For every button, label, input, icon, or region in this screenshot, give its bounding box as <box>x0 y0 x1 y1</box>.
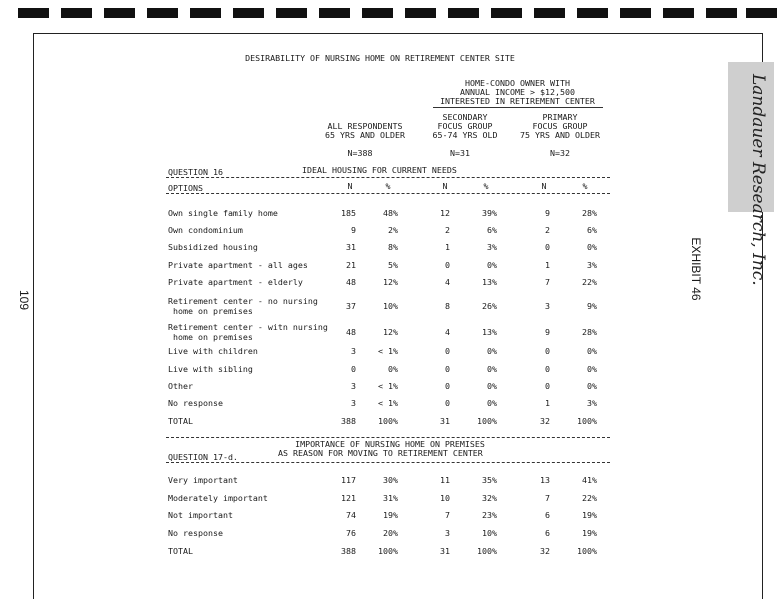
row-label: Retirement center - no nursing home on premises <box>168 296 318 316</box>
row-value: 0 <box>445 398 450 408</box>
row-value: 7 <box>545 493 550 503</box>
q16-rule-top <box>166 177 610 178</box>
row-value: < 1% <box>378 398 398 408</box>
row-value: 21 <box>346 260 356 270</box>
hdr-n-1: N <box>347 181 353 191</box>
n-all: N=388 <box>347 148 373 158</box>
q17-label: QUESTION 17-d. <box>168 452 238 462</box>
hdr-n-3: N <box>541 181 547 191</box>
row-value: 0% <box>487 260 497 270</box>
row-value: 100% <box>378 546 398 556</box>
row-value: 100% <box>477 546 497 556</box>
row-value: 1 <box>445 242 450 252</box>
row-value: 3 <box>351 398 356 408</box>
row-value: 7 <box>545 277 550 287</box>
options-header: OPTIONS <box>168 183 203 193</box>
n-secondary: N=31 <box>450 148 470 158</box>
row-value: 19% <box>383 510 398 520</box>
row-value: 28% <box>582 208 597 218</box>
hdr-pct-1: % <box>385 181 391 191</box>
row-value: 12% <box>383 277 398 287</box>
row-label: Private apartment - all ages <box>168 260 308 270</box>
row-value: 6 <box>545 528 550 538</box>
hdr-pct-3: % <box>582 181 588 191</box>
row-value: 6% <box>587 225 597 235</box>
row-value: 9 <box>351 225 356 235</box>
col-primary-line2: FOCUS GROUP <box>532 121 588 131</box>
row-value: 0 <box>445 260 450 270</box>
row-label: Very important <box>168 475 238 485</box>
row-value: 0 <box>545 346 550 356</box>
col-secondary-line3: 65-74 YRS OLD <box>432 130 498 140</box>
row-value: 1 <box>545 260 550 270</box>
row-value: 117 <box>341 475 356 485</box>
row-value: 0% <box>587 364 597 374</box>
row-label: Other <box>168 381 193 391</box>
row-value: 0 <box>545 242 550 252</box>
row-value: 8 <box>445 301 450 311</box>
row-value: 0 <box>445 364 450 374</box>
row-label: TOTAL <box>168 546 193 556</box>
group-underline <box>433 107 603 108</box>
row-value: 35% <box>482 475 497 485</box>
row-value: 13% <box>482 327 497 337</box>
row-value: 3 <box>545 301 550 311</box>
row-value: 100% <box>577 416 597 426</box>
row-value: 0% <box>487 346 497 356</box>
page-title: DESIRABILITY OF NURSING HOME ON RETIREMENT CENTER SITE <box>245 53 515 63</box>
row-value: 13 <box>540 475 550 485</box>
row-value: 1 <box>545 398 550 408</box>
col-primary-line3: 75 YRS AND OLDER <box>520 130 600 140</box>
row-value: 7 <box>445 510 450 520</box>
row-value: 121 <box>341 493 356 503</box>
row-label: Moderately important <box>168 493 268 503</box>
row-value: 0 <box>445 346 450 356</box>
row-value: 0% <box>487 398 497 408</box>
hdr-pct-2: % <box>483 181 489 191</box>
exhibit-label: EXHIBIT 46 <box>689 237 703 301</box>
q17-rule-top <box>166 437 610 438</box>
row-label: TOTAL <box>168 416 193 426</box>
row-label: No response <box>168 398 223 408</box>
row-value: 0% <box>587 242 597 252</box>
hdr-n-2: N <box>442 181 448 191</box>
row-value: 3 <box>351 346 356 356</box>
row-label: Own condominium <box>168 225 243 235</box>
row-label: Not important <box>168 510 233 520</box>
row-value: 30% <box>383 475 398 485</box>
row-value: 0% <box>487 364 497 374</box>
row-value: 11 <box>440 475 450 485</box>
page-frame <box>33 33 763 599</box>
row-value: 12% <box>383 327 398 337</box>
group-header-line3: INTERESTED IN RETIREMENT CENTER <box>440 96 595 106</box>
row-label: Live with sibling <box>168 364 253 374</box>
row-value: 8% <box>388 242 398 252</box>
row-value: 10 <box>440 493 450 503</box>
company-stamp: Landauer Research, Inc. <box>728 62 774 212</box>
row-value: 0% <box>587 381 597 391</box>
row-value: 9% <box>587 301 597 311</box>
row-value: 48% <box>383 208 398 218</box>
row-value: 31 <box>346 242 356 252</box>
q17-title-line2: AS REASON FOR MOVING TO RETIREMENT CENTER <box>278 448 483 458</box>
row-label: Private apartment - elderly <box>168 277 303 287</box>
q16-rule-bottom <box>166 193 610 194</box>
row-label: No response <box>168 528 223 538</box>
row-value: 4 <box>445 327 450 337</box>
col-all-line1: ALL RESPONDENTS <box>327 121 403 131</box>
row-value: 388 <box>341 416 356 426</box>
row-value: 19% <box>582 528 597 538</box>
col-secondary-line1: SECONDARY <box>442 112 488 122</box>
row-label: Subsidized housing <box>168 242 258 252</box>
row-value: 37 <box>346 301 356 311</box>
row-value: 31 <box>440 416 450 426</box>
row-value: 2% <box>388 225 398 235</box>
n-primary: N=32 <box>550 148 570 158</box>
row-label: Retirement center - witn nursing home on premises <box>168 322 328 342</box>
row-value: 0 <box>445 381 450 391</box>
row-value: 31 <box>440 546 450 556</box>
group-header-line1: HOME-CONDO OWNER WITH <box>465 78 570 88</box>
col-secondary-line2: FOCUS GROUP <box>437 121 493 131</box>
row-value: 10% <box>482 528 497 538</box>
page-number: 109 <box>17 289 32 311</box>
row-value: 0% <box>587 346 597 356</box>
row-label: Live with children <box>168 346 258 356</box>
row-value: 12 <box>440 208 450 218</box>
row-value: 100% <box>477 416 497 426</box>
row-value: 48 <box>346 277 356 287</box>
row-value: 3% <box>487 242 497 252</box>
row-value: 3% <box>587 398 597 408</box>
row-value: 13% <box>482 277 497 287</box>
row-value: 4 <box>445 277 450 287</box>
row-value: 3% <box>587 260 597 270</box>
row-value: 76 <box>346 528 356 538</box>
group-header-line2: ANNUAL INCOME > $12,500 <box>460 87 575 97</box>
row-value: 48 <box>346 327 356 337</box>
q17-rule-bottom <box>166 462 610 463</box>
row-value: 9 <box>545 208 550 218</box>
row-value: 28% <box>582 327 597 337</box>
row-value: 32% <box>482 493 497 503</box>
q16-title: IDEAL HOUSING FOR CURRENT NEEDS <box>302 165 457 175</box>
col-primary-line1: PRIMARY <box>542 112 578 122</box>
row-value: 0% <box>487 381 497 391</box>
row-value: 6% <box>487 225 497 235</box>
row-value: 32 <box>540 546 550 556</box>
row-value: 185 <box>341 208 356 218</box>
row-label: Own single family home <box>168 208 278 218</box>
row-value: 23% <box>482 510 497 520</box>
row-value: 0 <box>351 364 356 374</box>
row-value: 22% <box>582 493 597 503</box>
q16-label: QUESTION 16 <box>168 167 223 177</box>
row-value: 19% <box>582 510 597 520</box>
row-value: 31% <box>383 493 398 503</box>
row-value: 39% <box>482 208 497 218</box>
row-value: < 1% <box>378 381 398 391</box>
row-value: 5% <box>388 260 398 270</box>
q17-title-line1: IMPORTANCE OF NURSING HOME ON PREMISES <box>295 439 485 449</box>
row-value: 26% <box>482 301 497 311</box>
row-value: 3 <box>351 381 356 391</box>
row-value: 388 <box>341 546 356 556</box>
row-value: 0 <box>545 364 550 374</box>
row-value: 100% <box>577 546 597 556</box>
row-value: 22% <box>582 277 597 287</box>
row-value: 9 <box>545 327 550 337</box>
row-value: 32 <box>540 416 550 426</box>
row-value: 3 <box>445 528 450 538</box>
col-all-line2: 65 YRS AND OLDER <box>325 130 405 140</box>
row-value: 41% <box>582 475 597 485</box>
row-value: 74 <box>346 510 356 520</box>
row-value: 10% <box>383 301 398 311</box>
row-value: 2 <box>545 225 550 235</box>
row-value: 6 <box>545 510 550 520</box>
row-value: 100% <box>378 416 398 426</box>
row-value: 2 <box>445 225 450 235</box>
row-value: 20% <box>383 528 398 538</box>
row-value: 0% <box>388 364 398 374</box>
row-value: < 1% <box>378 346 398 356</box>
row-value: 0 <box>545 381 550 391</box>
